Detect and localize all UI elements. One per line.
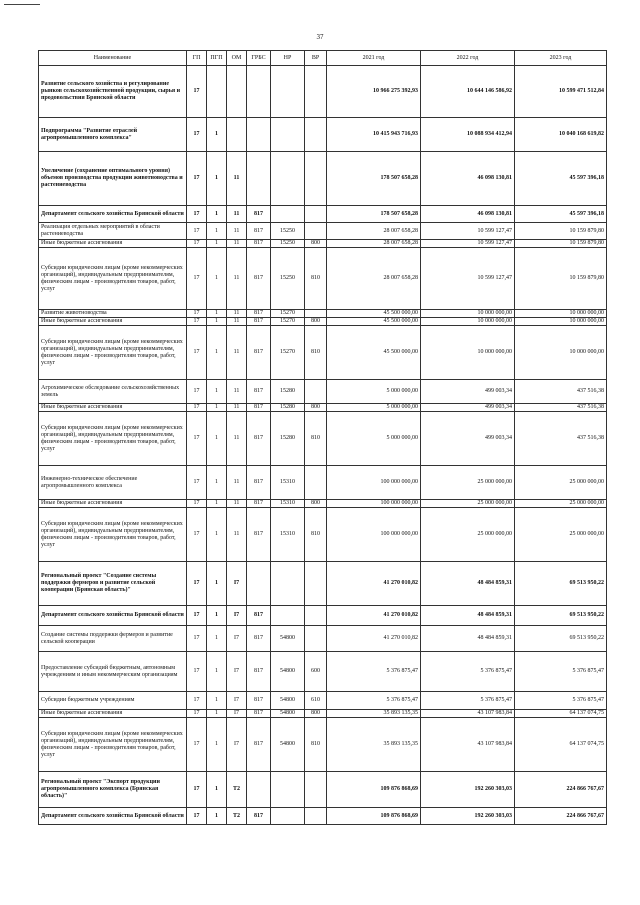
cell-2022: 43 107 983,84 [421, 710, 515, 718]
cell-2021: 100 000 000,00 [327, 466, 421, 500]
cell-pgp: 1 [207, 318, 227, 326]
cell-vr: 610 [305, 692, 327, 710]
cell-name: Увеличение (сохранение оптимального уровня) объемов производства продукции животноводства и растениеводства [39, 152, 187, 206]
cell-2023: 45 597 396,18 [515, 206, 607, 223]
cell-om: I7 [227, 652, 247, 692]
cell-om: 11 [227, 500, 247, 508]
cell-2021: 45 500 000,00 [327, 326, 421, 380]
cell-name: Иные бюджетные ассигнования [39, 500, 187, 508]
cell-gp: 17 [187, 206, 207, 223]
cell-nr: 54800 [271, 692, 305, 710]
table-row [39, 808, 607, 825]
cell-2022: 25 000 000,00 [421, 500, 515, 508]
cell-2023: 45 597 396,18 [515, 152, 607, 206]
cell-pgp: 1 [207, 508, 227, 562]
cell-name: Субсидии юридическим лицам (кроме некоммерческих организаций), индивидуальным предпринимателям, физическим лицам - производителям товаров, работ, услуг [39, 718, 187, 772]
cell-nr: 15250 [271, 248, 305, 310]
cell-gp: 17 [187, 626, 207, 652]
cell-2022: 10 000 000,00 [421, 326, 515, 380]
cell-grbs: 817 [247, 240, 271, 248]
cell-grbs: 817 [247, 318, 271, 326]
cell-nr: 15270 [271, 326, 305, 380]
cell-2021: 109 876 868,69 [327, 772, 421, 808]
cell-pgp: 1 [207, 248, 227, 310]
cell-2021: 28 007 658,28 [327, 223, 421, 240]
table-row [39, 412, 607, 466]
cell-name: Развитие сельского хозяйства и регулирование рынков сельскохозяйственной продукции, сырья и продовольствия Брянской области [39, 66, 187, 118]
cell-2022: 10 599 127,47 [421, 223, 515, 240]
cell-name: Иные бюджетные ассигнования [39, 404, 187, 412]
cell-gp: 17 [187, 508, 207, 562]
table-row [39, 404, 607, 412]
cell-gp: 17 [187, 692, 207, 710]
cell-grbs: 817 [247, 466, 271, 500]
cell-2023: 10 159 879,80 [515, 248, 607, 310]
cell-om: 11 [227, 248, 247, 310]
cell-grbs: 817 [247, 310, 271, 318]
cell-om: 11 [227, 466, 247, 500]
table-row [39, 206, 607, 223]
table-row [39, 710, 607, 718]
cell-2021: 5 376 875,47 [327, 692, 421, 710]
cell-2021: 10 966 275 392,93 [327, 66, 421, 118]
cell-vr [305, 626, 327, 652]
cell-pgp: 1 [207, 718, 227, 772]
cell-2023: 5 376 875,47 [515, 652, 607, 692]
cell-nr: 15250 [271, 223, 305, 240]
cell-2022: 46 098 130,81 [421, 152, 515, 206]
cell-gp: 17 [187, 710, 207, 718]
table-row [39, 66, 607, 118]
cell-pgp: 1 [207, 380, 227, 404]
table-row [39, 223, 607, 240]
cell-om: 11 [227, 508, 247, 562]
cell-om [227, 66, 247, 118]
cell-pgp: 1 [207, 206, 227, 223]
cell-2023: 437 516,38 [515, 412, 607, 466]
cell-2022: 10 000 000,00 [421, 318, 515, 326]
cell-2023: 5 376 875,47 [515, 692, 607, 710]
cell-pgp: 1 [207, 326, 227, 380]
cell-nr: 15250 [271, 240, 305, 248]
cell-2022: 499 003,34 [421, 412, 515, 466]
cell-2021: 45 500 000,00 [327, 318, 421, 326]
cell-nr: 15280 [271, 412, 305, 466]
cell-2022: 10 088 934 412,94 [421, 118, 515, 152]
col-header: ГП [187, 51, 207, 66]
cell-vr: 800 [305, 500, 327, 508]
table-row [39, 626, 607, 652]
table-row [39, 772, 607, 808]
cell-pgp: 1 [207, 692, 227, 710]
cell-pgp: 1 [207, 606, 227, 626]
table-row [39, 718, 607, 772]
cell-nr: 15310 [271, 508, 305, 562]
cell-name: Развитие животноводства [39, 310, 187, 318]
cell-vr [305, 223, 327, 240]
cell-nr: 54800 [271, 718, 305, 772]
cell-2023: 10 599 471 512,84 [515, 66, 607, 118]
cell-2021: 35 893 135,35 [327, 710, 421, 718]
cell-2023: 64 137 074,75 [515, 710, 607, 718]
cell-vr: 810 [305, 508, 327, 562]
cell-om: 11 [227, 206, 247, 223]
cell-2021: 35 893 135,35 [327, 718, 421, 772]
col-header: 2022 год [421, 51, 515, 66]
cell-gp: 17 [187, 118, 207, 152]
cell-om: 11 [227, 223, 247, 240]
cell-2022: 10 000 000,00 [421, 310, 515, 318]
cell-2023: 69 513 950,22 [515, 562, 607, 606]
cell-vr: 810 [305, 412, 327, 466]
cell-2022: 499 003,34 [421, 380, 515, 404]
cell-2021: 100 000 000,00 [327, 500, 421, 508]
cell-nr [271, 206, 305, 223]
cell-2022: 48 484 859,31 [421, 606, 515, 626]
cell-pgp: 1 [207, 808, 227, 825]
cell-om: T2 [227, 772, 247, 808]
cell-pgp [207, 66, 227, 118]
cell-name: Региональный проект "Экспорт продукции агропромышленного комплекса (Брянская область)" [39, 772, 187, 808]
cell-vr: 800 [305, 710, 327, 718]
cell-pgp: 1 [207, 223, 227, 240]
cell-om: I7 [227, 718, 247, 772]
cell-grbs: 817 [247, 508, 271, 562]
cell-gp: 17 [187, 404, 207, 412]
cell-gp: 17 [187, 466, 207, 500]
cell-2021: 109 876 868,69 [327, 808, 421, 825]
cell-gp: 17 [187, 808, 207, 825]
table-row [39, 508, 607, 562]
cell-nr: 15310 [271, 500, 305, 508]
cell-name: Агрохимическое обследование сельскохозяйственных земель [39, 380, 187, 404]
cell-2023: 25 000 000,00 [515, 508, 607, 562]
cell-name: Субсидии юридическим лицам (кроме некоммерческих организаций), индивидуальным предпринимателям, физическим лицам - производителям товаров, работ, услуг [39, 508, 187, 562]
table-row [39, 562, 607, 606]
cell-grbs: 817 [247, 692, 271, 710]
cell-vr [305, 772, 327, 808]
cell-2023: 10 040 168 619,82 [515, 118, 607, 152]
cell-name: Департамент сельского хозяйства Брянской области [39, 206, 187, 223]
table-row [39, 318, 607, 326]
cell-2022: 46 098 130,81 [421, 206, 515, 223]
col-header: ПГП [207, 51, 227, 66]
cell-nr [271, 808, 305, 825]
top-rule [4, 4, 40, 5]
cell-om: 11 [227, 240, 247, 248]
cell-pgp: 1 [207, 500, 227, 508]
cell-nr: 15270 [271, 318, 305, 326]
cell-gp: 17 [187, 248, 207, 310]
cell-gp: 17 [187, 66, 207, 118]
cell-grbs: 817 [247, 206, 271, 223]
cell-2021: 100 000 000,00 [327, 508, 421, 562]
cell-name: Субсидии юридическим лицам (кроме некоммерческих организаций), индивидуальным предпринимателям, физическим лицам - производителям товаров, работ, услуг [39, 326, 187, 380]
cell-pgp: 1 [207, 562, 227, 606]
cell-name: Субсидии юридическим лицам (кроме некоммерческих организаций), индивидуальным предпринимателям, физическим лицам - производителям товаров, работ, услуг [39, 412, 187, 466]
table-row [39, 248, 607, 310]
cell-grbs: 817 [247, 808, 271, 825]
cell-2022: 499 003,34 [421, 404, 515, 412]
cell-2022: 25 000 000,00 [421, 508, 515, 562]
cell-grbs: 817 [247, 223, 271, 240]
cell-om: 11 [227, 310, 247, 318]
cell-name: Департамент сельского хозяйства Брянской области [39, 606, 187, 626]
cell-pgp: 1 [207, 652, 227, 692]
cell-om: I7 [227, 626, 247, 652]
cell-pgp: 1 [207, 310, 227, 318]
cell-vr: 800 [305, 240, 327, 248]
cell-2023: 10 159 879,80 [515, 223, 607, 240]
cell-gp: 17 [187, 240, 207, 248]
cell-nr: 54800 [271, 652, 305, 692]
cell-name: Департамент сельского хозяйства Брянской области [39, 808, 187, 825]
cell-name: Региональный проект "Создание системы поддержки фермеров и развитие сельской кооперации (Брянская область)" [39, 562, 187, 606]
cell-om: T2 [227, 808, 247, 825]
cell-gp: 17 [187, 412, 207, 466]
cell-2022: 5 376 875,47 [421, 652, 515, 692]
col-header: НР [271, 51, 305, 66]
cell-2021: 10 415 943 716,93 [327, 118, 421, 152]
cell-2021: 5 376 875,47 [327, 652, 421, 692]
cell-gp: 17 [187, 152, 207, 206]
cell-vr: 600 [305, 652, 327, 692]
cell-name: Иные бюджетные ассигнования [39, 710, 187, 718]
cell-nr [271, 606, 305, 626]
cell-2021: 5 000 000,00 [327, 380, 421, 404]
budget-table [38, 50, 607, 825]
cell-grbs: 817 [247, 710, 271, 718]
cell-pgp: 1 [207, 466, 227, 500]
cell-grbs: 817 [247, 326, 271, 380]
cell-pgp: 1 [207, 626, 227, 652]
cell-om [227, 118, 247, 152]
cell-om: I7 [227, 710, 247, 718]
cell-vr [305, 466, 327, 500]
cell-grbs: 817 [247, 500, 271, 508]
cell-pgp: 1 [207, 710, 227, 718]
cell-grbs [247, 118, 271, 152]
header-row [39, 51, 607, 66]
table-row [39, 380, 607, 404]
cell-2022: 10 599 127,47 [421, 248, 515, 310]
cell-om: 11 [227, 152, 247, 206]
cell-2022: 192 260 303,03 [421, 808, 515, 825]
cell-pgp: 1 [207, 240, 227, 248]
cell-grbs: 817 [247, 652, 271, 692]
cell-grbs: 817 [247, 404, 271, 412]
cell-2022: 5 376 875,47 [421, 692, 515, 710]
cell-2021: 41 270 010,82 [327, 562, 421, 606]
cell-vr [305, 562, 327, 606]
cell-nr [271, 66, 305, 118]
cell-2022: 48 484 859,31 [421, 626, 515, 652]
cell-2022: 25 000 000,00 [421, 466, 515, 500]
cell-nr [271, 152, 305, 206]
cell-gp: 17 [187, 326, 207, 380]
cell-name: Предоставление субсидий бюджетным, автономным учреждениям и иным некоммерческим организациям [39, 652, 187, 692]
cell-pgp: 1 [207, 772, 227, 808]
cell-name: Субсидии бюджетным учреждениям [39, 692, 187, 710]
cell-om: I7 [227, 692, 247, 710]
cell-gp: 17 [187, 223, 207, 240]
table-row [39, 152, 607, 206]
cell-vr: 810 [305, 248, 327, 310]
cell-2022: 10 599 127,47 [421, 240, 515, 248]
cell-pgp: 1 [207, 118, 227, 152]
col-header: ВР [305, 51, 327, 66]
cell-2021: 28 007 658,28 [327, 240, 421, 248]
col-header: ГРБС [247, 51, 271, 66]
cell-nr [271, 772, 305, 808]
cell-name: Иные бюджетные ассигнования [39, 240, 187, 248]
cell-om: 11 [227, 380, 247, 404]
cell-2022: 192 260 303,03 [421, 772, 515, 808]
table-row [39, 500, 607, 508]
cell-gp: 17 [187, 318, 207, 326]
cell-vr [305, 606, 327, 626]
cell-2023: 69 513 950,22 [515, 626, 607, 652]
cell-gp: 17 [187, 500, 207, 508]
cell-nr: 15280 [271, 404, 305, 412]
cell-2023: 10 000 000,00 [515, 310, 607, 318]
table-row [39, 326, 607, 380]
cell-name: Создание системы поддержки фермеров и развитие сельской кооперации [39, 626, 187, 652]
cell-om: 11 [227, 326, 247, 380]
cell-grbs: 817 [247, 412, 271, 466]
cell-2023: 25 000 000,00 [515, 466, 607, 500]
cell-nr [271, 562, 305, 606]
cell-gp: 17 [187, 310, 207, 318]
cell-grbs [247, 66, 271, 118]
cell-om: 11 [227, 404, 247, 412]
cell-2021: 45 500 000,00 [327, 310, 421, 318]
cell-vr [305, 152, 327, 206]
table-row [39, 652, 607, 692]
col-header: 2023 год [515, 51, 607, 66]
cell-grbs: 817 [247, 380, 271, 404]
cell-2023: 10 159 879,80 [515, 240, 607, 248]
cell-2022: 48 484 859,31 [421, 562, 515, 606]
cell-2023: 224 866 767,67 [515, 808, 607, 825]
table-row [39, 240, 607, 248]
cell-gp: 17 [187, 652, 207, 692]
cell-vr [305, 808, 327, 825]
cell-nr [271, 118, 305, 152]
cell-om: 11 [227, 412, 247, 466]
cell-vr [305, 206, 327, 223]
cell-2021: 178 507 658,28 [327, 152, 421, 206]
cell-2023: 69 513 950,22 [515, 606, 607, 626]
cell-2023: 64 137 074,75 [515, 718, 607, 772]
cell-2021: 5 000 000,00 [327, 404, 421, 412]
cell-vr: 810 [305, 326, 327, 380]
cell-2021: 178 507 658,28 [327, 206, 421, 223]
cell-2022: 43 107 983,84 [421, 718, 515, 772]
cell-vr [305, 380, 327, 404]
cell-gp: 17 [187, 380, 207, 404]
table-row [39, 310, 607, 318]
cell-2023: 224 866 767,67 [515, 772, 607, 808]
cell-name: Подпрограмма "Развитие отраслей агропромышленного комплекса" [39, 118, 187, 152]
cell-gp: 17 [187, 718, 207, 772]
cell-2021: 5 000 000,00 [327, 412, 421, 466]
cell-om: 11 [227, 318, 247, 326]
table-row [39, 118, 607, 152]
table-row [39, 692, 607, 710]
cell-2023: 437 516,38 [515, 380, 607, 404]
cell-vr [305, 310, 327, 318]
cell-grbs [247, 772, 271, 808]
table-row [39, 606, 607, 626]
cell-vr: 800 [305, 318, 327, 326]
cell-nr: 54800 [271, 626, 305, 652]
cell-2023: 25 000 000,00 [515, 500, 607, 508]
cell-nr: 15310 [271, 466, 305, 500]
cell-name: Инженерно-техническое обеспечение агропромышленного комплекса [39, 466, 187, 500]
cell-pgp: 1 [207, 412, 227, 466]
cell-2023: 10 000 000,00 [515, 326, 607, 380]
cell-pgp: 1 [207, 152, 227, 206]
cell-gp: 17 [187, 772, 207, 808]
cell-2022: 10 644 146 586,92 [421, 66, 515, 118]
cell-name: Реализация отдельных мероприятий в области растениеводства [39, 223, 187, 240]
cell-grbs: 817 [247, 248, 271, 310]
table-row [39, 466, 607, 500]
col-header: Наименование [39, 51, 187, 66]
cell-grbs: 817 [247, 606, 271, 626]
cell-grbs [247, 152, 271, 206]
cell-nr: 15270 [271, 310, 305, 318]
cell-om: I7 [227, 562, 247, 606]
cell-2023: 437 516,38 [515, 404, 607, 412]
col-header: ОМ [227, 51, 247, 66]
cell-2023: 10 000 000,00 [515, 318, 607, 326]
cell-vr: 810 [305, 718, 327, 772]
cell-om: I7 [227, 606, 247, 626]
cell-gp: 17 [187, 606, 207, 626]
cell-2021: 41 270 010,82 [327, 626, 421, 652]
page-number: 37 [316, 33, 324, 41]
cell-grbs [247, 562, 271, 606]
cell-2021: 41 270 010,82 [327, 606, 421, 626]
cell-2021: 28 007 658,28 [327, 248, 421, 310]
col-header: 2021 год [327, 51, 421, 66]
cell-gp: 17 [187, 562, 207, 606]
cell-grbs: 817 [247, 718, 271, 772]
cell-grbs: 817 [247, 626, 271, 652]
cell-vr: 800 [305, 404, 327, 412]
cell-name: Субсидии юридическим лицам (кроме некоммерческих организаций), индивидуальным предпринимателям, физическим лицам - производителям товаров, работ, услуг [39, 248, 187, 310]
cell-vr [305, 118, 327, 152]
cell-pgp: 1 [207, 404, 227, 412]
cell-nr: 15280 [271, 380, 305, 404]
cell-vr [305, 66, 327, 118]
cell-name: Иные бюджетные ассигнования [39, 318, 187, 326]
cell-nr: 54800 [271, 710, 305, 718]
